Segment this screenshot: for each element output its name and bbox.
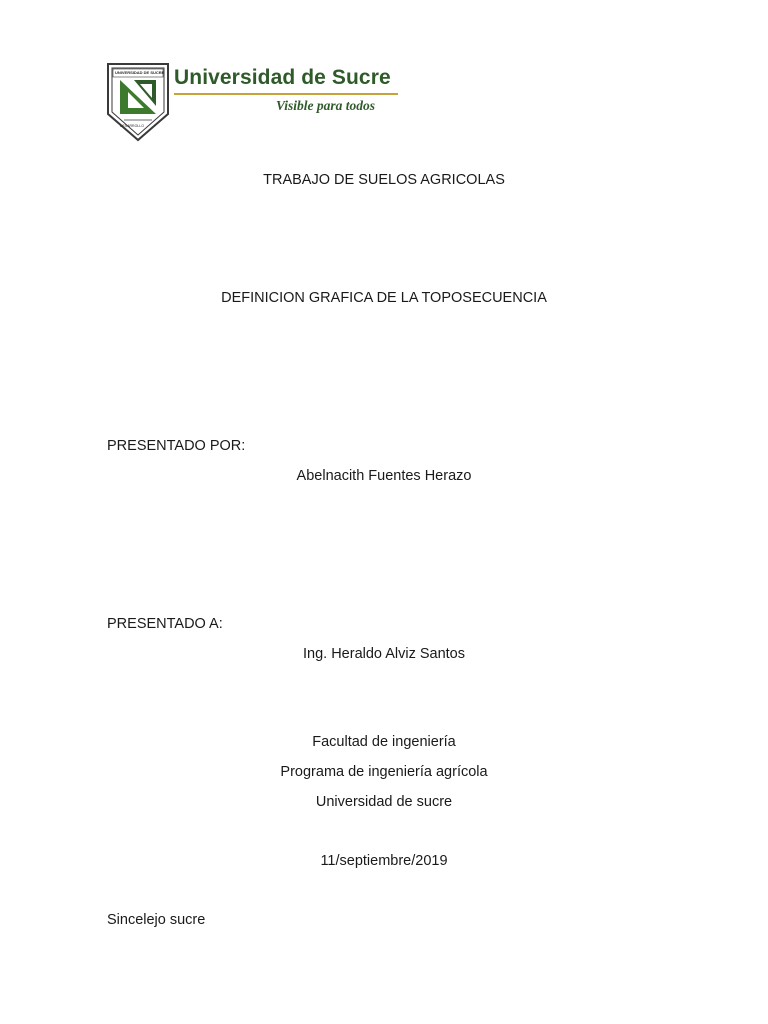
seal-bottom-text: DESARROLLO xyxy=(120,124,144,128)
university-name-text: Universidad de sucre xyxy=(315,794,453,810)
faculty: Facultad de ingeniería xyxy=(312,734,456,750)
presented-by-label: PRESENTADO POR: xyxy=(107,438,246,454)
topic-title: DEFINICION GRAFICA DE LA TOPOSECUENCIA xyxy=(221,290,547,306)
program: Programa de ingeniería agrícola xyxy=(280,764,488,780)
logo-divider xyxy=(174,93,398,95)
city: Sincelejo sucre xyxy=(107,912,206,928)
university-tagline: Visible para todos xyxy=(276,98,376,113)
seal-top-text: UNIVERSIDAD DE SUCRE xyxy=(115,70,165,75)
presented-to-name: Ing. Heraldo Alviz Santos xyxy=(302,646,465,662)
assignment-title: TRABAJO DE SUELOS AGRICOLAS xyxy=(263,172,505,188)
presented-to-label: PRESENTADO A: xyxy=(107,616,223,632)
document-date: 11/septiembre/2019 xyxy=(320,853,448,869)
university-name: Universidad de Sucre xyxy=(174,66,391,89)
presented-by-name: Abelnacith Fuentes Herazo xyxy=(296,468,472,484)
university-logo xyxy=(106,62,406,144)
